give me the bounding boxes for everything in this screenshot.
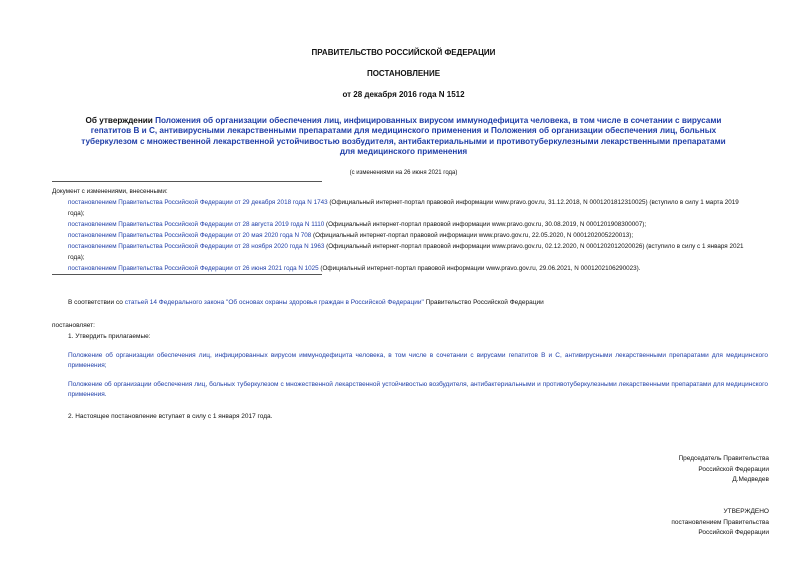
change-link[interactable]: постановлением Правительства Российской Федерации от 29 декабря 2018 года N 1743 [68,199,328,206]
item-1 [52,332,768,342]
approved-block [569,507,769,539]
item-2 [52,412,768,422]
change-item [52,230,757,241]
approved-label: УТВЕРЖДЕНО [723,508,769,515]
bottom-divider [52,274,322,275]
change-details: (Официальный интернет-портал правовой информации www.pravo.gov.ru, 02.12.2020, N 0001202012020026) (вступило в силу с 1 января 2021 года); [68,243,744,261]
signature-block [569,454,769,486]
title-prefix: Об утверждении [85,116,156,125]
revision-note: (с изменениями на 26 июня 2021 года) [349,170,458,176]
doc-type-heading: ПОСТАНОВЛЕНИЕ [366,69,441,78]
basis-link[interactable]: статьей 14 Федерального закона "Об основах охраны здоровья граждан в Российской Федерации" [124,299,424,306]
signature-title: Председатель Правительства [678,455,769,462]
change-link[interactable]: постановлением Правительства Российской Федерации от 28 августа 2019 года N 1110 [68,221,325,228]
change-item [52,241,757,263]
change-link[interactable]: постановлением Правительства Российской Федерации от 26 июня 2021 года N 1025 [68,265,319,272]
change-link[interactable]: постановлением Правительства Российской Федерации от 28 ноября 2020 года N 1963 [68,243,325,250]
date-number-heading: от 28 декабря 2016 года N 1512 [342,90,465,99]
signature-name: Д.Медведев [732,476,769,483]
item-2-text: 2. Настоящее постановление вступает в силу с 1 января 2017 года. [68,413,273,420]
resolves-label: постановляет: [52,322,95,329]
government-heading: ПРАВИТЕЛЬСТВО РОССИЙСКОЙ ФЕДЕРАЦИИ [311,48,496,57]
changes-intro: Документ с изменениями, внесенными: [52,188,168,195]
approved-country: Российской Федерации [698,529,769,536]
change-item [52,219,757,230]
change-details: (Официальный интернет-портал правовой информации www.pravo.gov.ru, 30.08.2019, N 0001201908300007); [324,221,647,228]
regulation-2 [52,380,768,400]
basis-suffix: Правительство Российской Федерации [423,299,544,306]
basis-prefix: В соответствии со [68,299,125,306]
change-details: (Официальный интернет-портал правовой информации www.pravo.gov.ru, 29.06.2021, N 0001202106290023). [318,265,641,272]
regulation-1 [52,351,768,371]
approved-by: постановлением Правительства [671,518,769,526]
title-link[interactable]: Положения об организации обеспечения лиц, инфицированных вирусом иммунодефицита человека, в том числе в сочетании с вирусами гепатитов B и C, антивирусными лекарственными препаратами для медицинского применения и Положения об организации обеспечения лиц, больных туберкулезом с множественной лекарственной устойчивостью возбудителя, антибактериальными и противотуберкулезными лекарственными препаратами для медицинского применения [81,116,726,157]
resolves-text [52,321,768,331]
item-1-text: 1. Утвердить прилагаемые: [68,333,151,340]
changes-list [52,186,757,274]
regulation-1-link[interactable]: Положение об организации обеспечения лиц, инфицированных вирусом иммунодефицита человека, в том числе в сочетании с вирусами гепатитов B и C, антивирусными лекарственными препаратами для медицинского применения; [68,352,768,369]
change-item [52,263,757,274]
top-divider [52,181,322,182]
document-title [78,116,729,158]
regulation-2-link[interactable]: Положение об организации обеспечения лиц, больных туберкулезом с множественной лекарственной устойчивостью возбудителя, антибактериальными и противотуберкулезными лекарственными препаратами для медицинского применения. [68,381,768,398]
change-link[interactable]: постановлением Правительства Российской Федерации от 20 мая 2020 года N 708 [68,232,312,239]
change-details: (Официальный интернет-портал правовой информации www.pravo.gov.ru, 31.12.2018, N 0001201812310025) (вступило в силу 1 марта 2019 года); [68,199,739,217]
change-item [52,197,757,219]
signature-country: Российской Федерации [698,465,769,473]
basis-paragraph [52,298,768,308]
change-details: (Официальный интернет-портал правовой информации www.pravo.gov.ru, 22.05.2020, N 0001202005220013); [311,232,634,239]
